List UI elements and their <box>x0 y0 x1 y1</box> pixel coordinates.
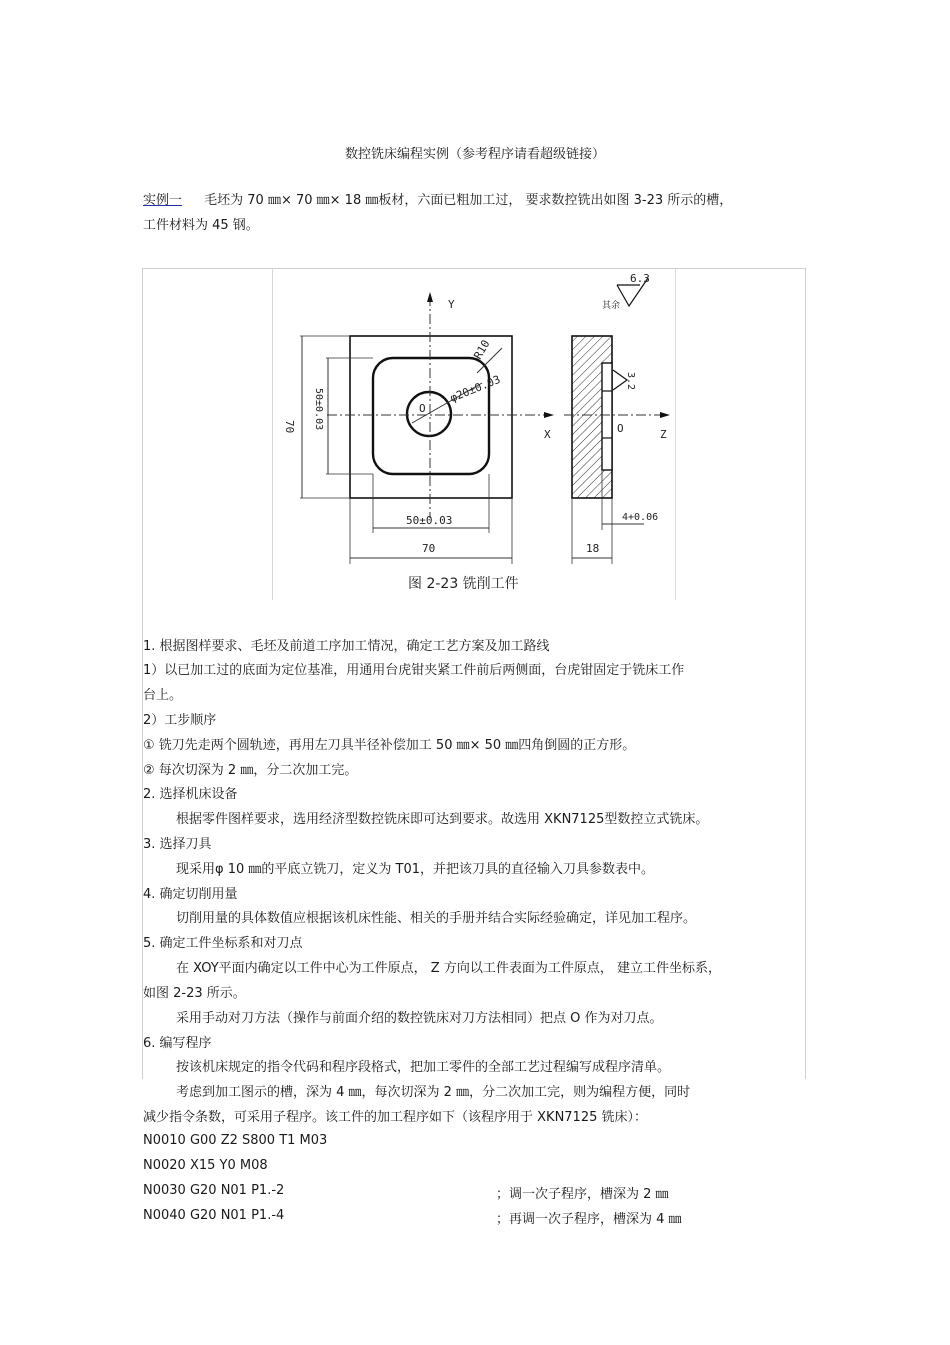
program-comment: ；再调一次子程序，槽深为 4 ㎜ <box>496 1212 682 1227</box>
example-line-2: 工件材料为 45 钢。 <box>143 218 259 233</box>
axis-y-label: Y <box>448 298 455 311</box>
body-line: 减少指令条数，可采用子程序。该工件的加工程序如下（该程序用于 XKN7125 铣床）： <box>143 1110 648 1125</box>
body-line: 按该机床规定的指令代码和程序段格式，把加工零件的全部工艺过程编写成程序清单。 <box>176 1060 671 1075</box>
program-code: N0020 X15 Y0 M08 <box>143 1158 268 1173</box>
body-line: 台上。 <box>143 688 183 703</box>
body-line: 1. 根据图样要求、毛坯及前道工序加工情况，确定工艺方案及加工路线 <box>143 639 550 654</box>
program-code: N0030 G20 N01 P1.-2 <box>143 1183 285 1198</box>
body-line: 4. 确定切削用量 <box>143 887 238 902</box>
body-line: ① 铣刀先走两个圆轨迹，再用左刀具半径补偿加工 50 ㎜× 50 ㎜四角倒圆的正方形。 <box>143 738 636 753</box>
body-line: 现采用φ 10 ㎜的平底立铣刀，定义为 T01，并把该刀具的直径输入刀具参数表中。 <box>176 862 654 877</box>
axis-x-label: X <box>544 428 551 441</box>
dim-70-left: 70 <box>283 420 296 434</box>
figure-caption: 图 2-23 铣削工件 <box>408 576 519 592</box>
r10-label: R10 <box>471 337 493 362</box>
body-line: 在 XOY平面内确定以工件中心为工件原点， Z 方向以工件表面为工件原点， 建立工件坐标系， <box>176 961 721 976</box>
body-line: 5. 确定工件坐标系和对刀点 <box>143 936 303 951</box>
drawing-figure <box>272 268 674 600</box>
dim-70-bottom: 70 <box>422 542 436 555</box>
axis-z-label: Z <box>660 428 667 441</box>
example-label: 实例一 <box>143 193 183 208</box>
body-line: 如图 2-23 所示。 <box>143 986 246 1001</box>
phi20-label: φ20±0.03 <box>448 372 503 405</box>
program-code: N0040 G20 N01 P1.-4 <box>143 1208 285 1223</box>
body-line: 切削用量的具体数值应根据该机床性能、相关的手册并结合实际经验确定，详见加工程序。 <box>176 911 697 926</box>
body-line: 根据零件图样要求，选用经济型数控铣床即可达到要求。故选用 XKN7125型数控立式铣床。 <box>176 812 709 827</box>
body-line: 采用手动对刀方法（操作与前面介绍的数控铣床对刀方法相同）把点 O 作为对刀点。 <box>176 1011 663 1026</box>
body-line: ② 每次切深为 2 ㎜，分二次加工完。 <box>143 763 358 778</box>
dim-18: 18 <box>586 542 600 555</box>
origin-side-label: O <box>617 422 624 435</box>
dim-4: 4+0.06 <box>622 512 659 523</box>
roughness-value: 6.3 <box>630 272 650 285</box>
body-line: 考虑到加工图示的槽，深为 4 ㎜，每次切深为 2 ㎜，分二次加工完，则为编程方便，同时 <box>176 1085 691 1100</box>
roughness-note: 其余 <box>602 301 621 311</box>
body-line: 2. 选择机床设备 <box>143 787 238 802</box>
body-line: 2）工步顺序 <box>143 713 217 728</box>
center-circle <box>407 392 451 436</box>
program-comment: ；调一次子程序，槽深为 2 ㎜ <box>496 1187 669 1202</box>
example-line-1 <box>143 189 732 208</box>
body-line: 1）以已加工过的底面为定位基准，用通用台虎钳夹紧工件前后两侧面，台虎钳固定于铣床工作 <box>143 663 685 678</box>
example-text-1: 毛坯为 70 ㎜× 70 ㎜× 18 ㎜板材，六面已粗加工过， 要求数控铣出如图 3-23 所示的槽， <box>204 193 733 208</box>
slot-outline <box>373 358 489 474</box>
program-code: N0010 G00 Z2 S800 T1 M03 <box>143 1133 328 1148</box>
dim-50-bottom: 50±0.03 <box>406 514 453 527</box>
roughness-value-2: 3.2 <box>625 372 636 391</box>
page-title: 数控铣床编程实例（参考程序请看超级链接） <box>344 147 605 162</box>
body-line: 3. 选择刀具 <box>143 837 212 852</box>
origin-label: O <box>419 402 426 415</box>
dim-50-left: 50±0.03 <box>313 388 324 431</box>
body-line: 6. 编写程序 <box>143 1036 212 1051</box>
